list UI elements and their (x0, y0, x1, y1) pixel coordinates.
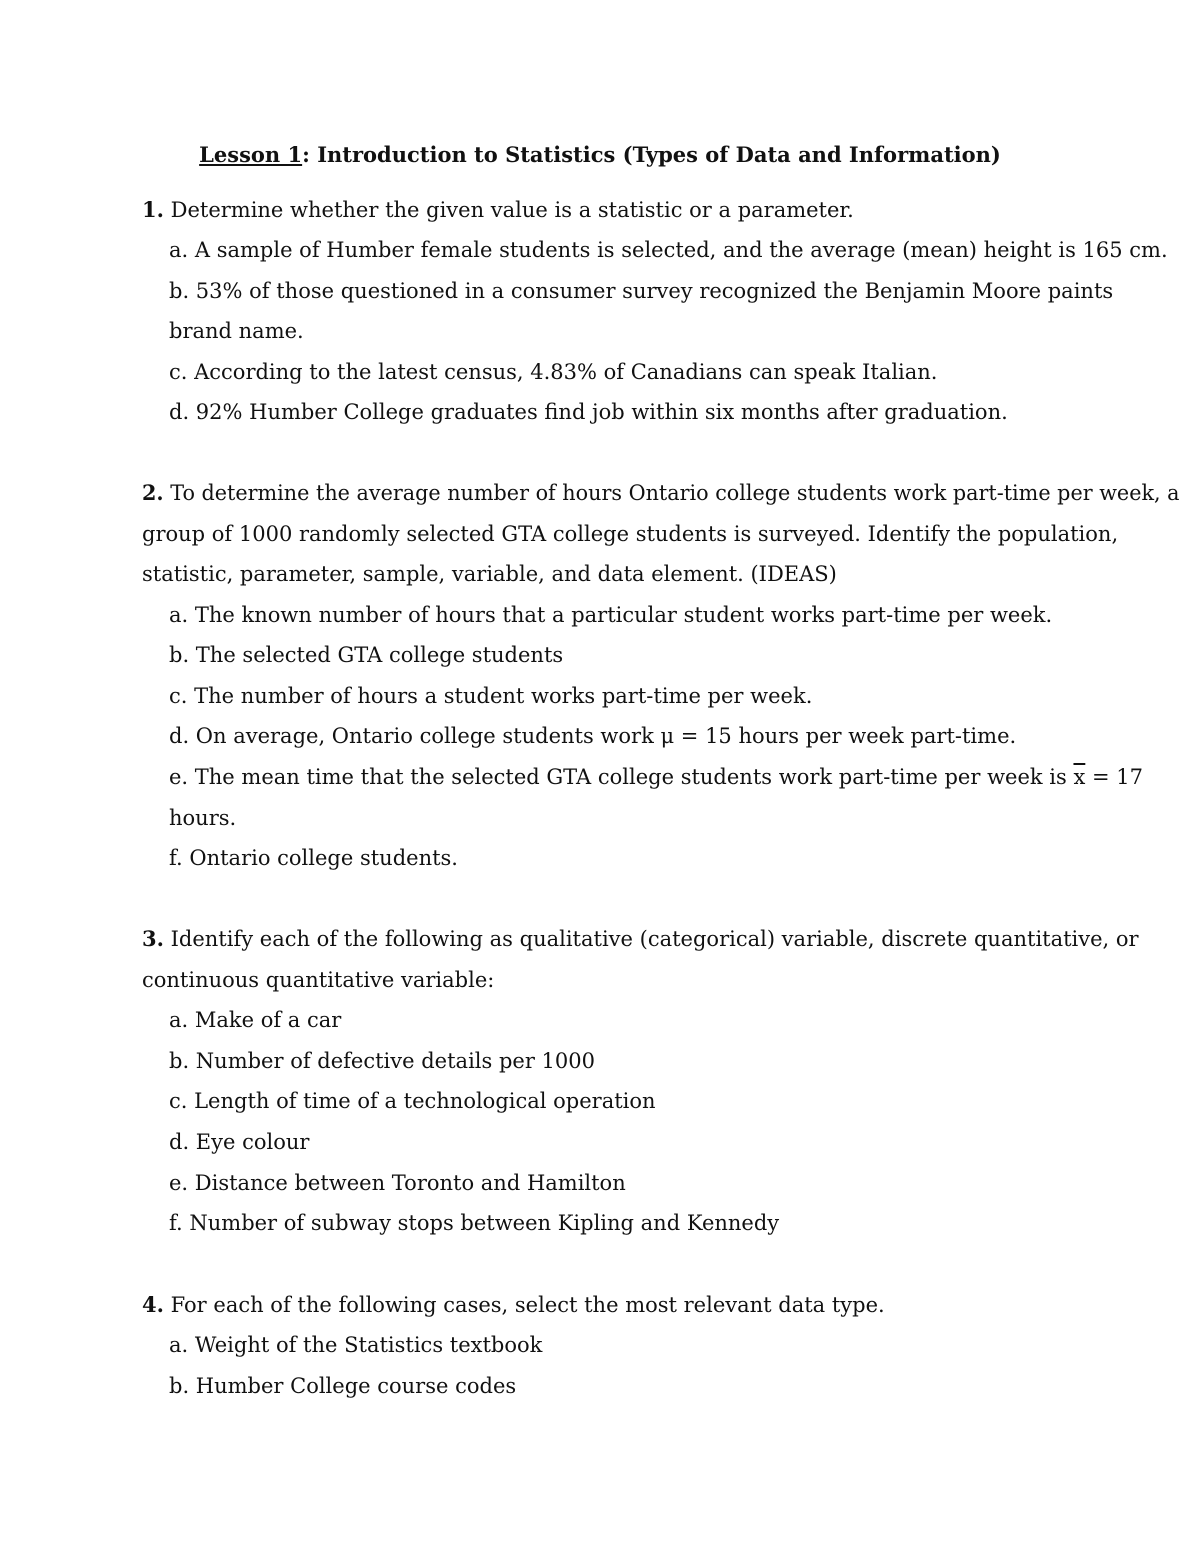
q2-item-f: f. Ontario college students. (169, 846, 458, 870)
question-4 (142, 1291, 885, 1319)
q4-item-a: a. Weight of the Statistics textbook (169, 1333, 543, 1357)
q2-item-c: c. The number of hours a student works part-time per week. (169, 684, 813, 708)
question-text: For each of the following cases, select the most relevant data type. (163, 1293, 885, 1317)
question-1 (142, 196, 854, 224)
q1-item-d: d. 92% Humber College graduates find job within six months after graduation. (169, 400, 1008, 424)
question-number: 2. (142, 480, 164, 505)
q2-text-line-3: statistic, parameter, sample, variable, and data element. (IDEAS) (142, 562, 837, 586)
question-text: To determine the average number of hours Ontario college students work part-time per week, a (163, 481, 1180, 505)
question-text: Identify each of the following as qualitative (categorical) variable, discrete quantitative, or (163, 927, 1139, 951)
question-text: Determine whether the given value is a statistic or a parameter. (163, 198, 854, 222)
q2-item-e-value: = 17 (1085, 765, 1143, 789)
q3-item-c: c. Length of time of a technological operation (169, 1089, 656, 1113)
q2-item-e-cont: hours. (169, 806, 237, 830)
q2-item-e-text: e. The mean time that the selected GTA college students work part-time per week is (169, 765, 1074, 789)
q2-item-b: b. The selected GTA college students (169, 643, 564, 667)
q3-item-f: f. Number of subway stops between Kipling and Kennedy (169, 1211, 780, 1235)
question-2 (142, 479, 1180, 507)
page-title (0, 142, 1200, 167)
question-number: 4. (142, 1292, 164, 1317)
q3-item-a: a. Make of a car (169, 1008, 342, 1032)
lesson-title: : Introduction to Statistics (Types of Data and Information) (302, 142, 1001, 167)
q1-item-b: b. 53% of those questioned in a consumer survey recognized the Benjamin Moore paints (169, 279, 1114, 303)
q2-text-line-2: group of 1000 randomly selected GTA college students is surveyed. Identify the population, (142, 522, 1119, 546)
question-3 (142, 925, 1139, 953)
question-number: 1. (142, 197, 164, 222)
lesson-label: Lesson 1 (199, 142, 303, 167)
x-bar-symbol: $\overline{x}$ (1073, 765, 1086, 789)
q1-item-b-cont: brand name. (169, 319, 304, 343)
q1-item-a: a. A sample of Humber female students is selected, and the average (mean) height is 165 cm. (169, 238, 1168, 262)
q2-item-a: a. The known number of hours that a particular student works part-time per week. (169, 603, 1053, 627)
q3-text-line-2: continuous quantitative variable: (142, 968, 495, 992)
q4-item-b: b. Humber College course codes (169, 1374, 517, 1398)
q1-item-c: c. According to the latest census, 4.83% of Canadians can speak Italian. (169, 360, 938, 384)
q2-item-e (169, 763, 1143, 791)
question-number: 3. (142, 926, 164, 951)
q3-item-e: e. Distance between Toronto and Hamilton (169, 1171, 626, 1195)
q3-item-d: d. Eye colour (169, 1130, 310, 1154)
q3-item-b: b. Number of defective details per 1000 (169, 1049, 595, 1073)
q2-item-d: d. On average, Ontario college students work μ = 15 hours per week part-time. (169, 724, 1017, 748)
